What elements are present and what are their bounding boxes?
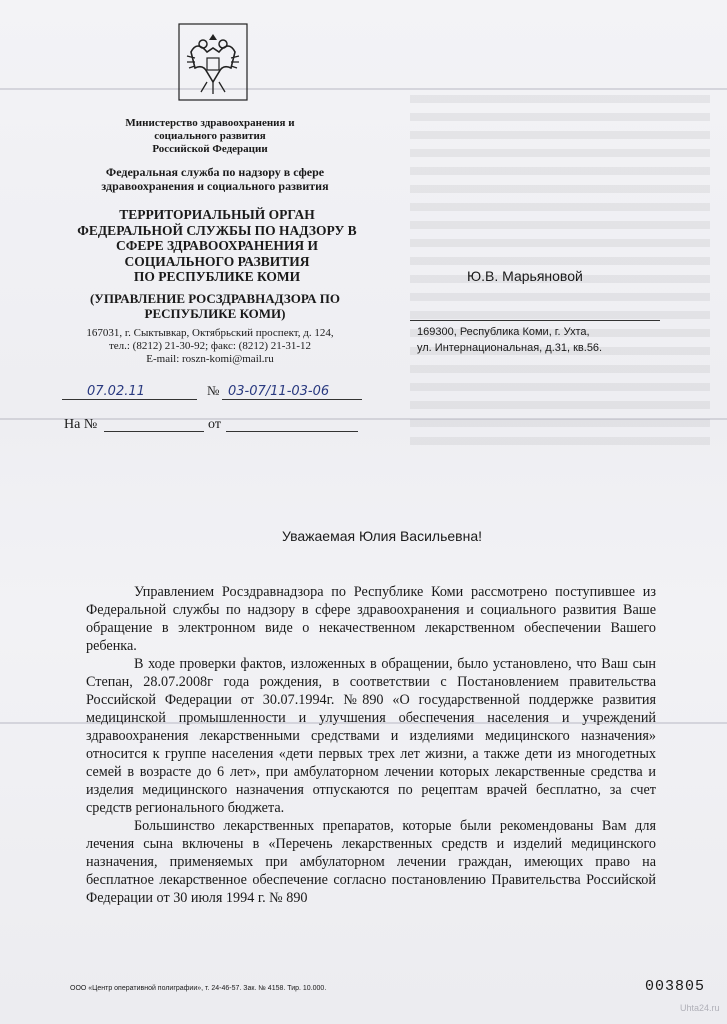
letter-body xyxy=(86,583,656,907)
registration-date: 07.02.11 xyxy=(87,384,145,399)
registration-number-label: № xyxy=(207,383,220,398)
reply-from-underline xyxy=(226,431,358,432)
greeting: Уважаемая Юлия Васильевна! xyxy=(281,528,482,544)
office-name: (УПРАВЛЕНИЕ РОСЗДРАВНАДЗОРА ПО РЕСПУБЛИКЕ КОМИ) xyxy=(89,291,341,321)
reply-number-underline xyxy=(104,431,204,432)
body-paragraph: Управлением Росздравнадзора по Республике Коми рассмотрено поступившее из Федеральной службы по надзору в сфере здравоохранения и социального развития Ваше обращение в электронном виде о некачественном лекарственном обеспечении Вашего ребенка. xyxy=(86,584,656,654)
service-name: Федеральная служба по надзору в сфере здравоохранения и социального развития xyxy=(101,165,329,193)
reply-from-label: от xyxy=(208,417,221,432)
fold-line xyxy=(0,88,727,90)
recipient-underline xyxy=(410,320,660,321)
body-paragraph: Большинство лекарственных препаратов, которые были рекомендованы Вам для лечения сына включены в «Перечень лекарственных средств и изделий медицинского назначения, применяемых при амбулаторном лечении граждан, имеющих право на бесплатное лекарственное обеспечение согласно постановлению Правительства Российской Федерации от 30 июля 1994 г. № 890 xyxy=(86,818,656,906)
ministry-name: Министерство здравоохранения и социального развития Российской Федерации xyxy=(125,117,295,155)
number-underline xyxy=(222,399,362,400)
recipient-name: Ю.В. Марьяновой xyxy=(467,268,583,284)
russian-coat-of-arms-icon xyxy=(177,22,249,102)
body-paragraph: В ходе проверки фактов, изложенных в обращении, было установлено, что Ваш сын Степан, 28.07.2008г года рождения, в соответствии с Постановлением правительства Российской Федерации от 30.07.1994г. №890 «О государственной поддержке развития медицинской промышленности и улучшения обеспечения населения и учреждений здравоохранения лекарственными средствами и изделиями медицинского назначения» относится к группе населения «дети первых трех лет жизни, а также дети из многодетных семей в возрасте до 6 лет», при амбулаторном лечении которых лекарственные средства и изделия медицинского назначения отпускаются по рецептам врачей бесплатно, за счет средств регионального бюджета. xyxy=(86,656,656,816)
serial-number: 003805 xyxy=(645,978,706,995)
sender-address: 167031, г. Сыктывкар, Октябрьский проспект, д. 124, тел.: (8212) 21-30-92; факс: (8212) 21-31-12 E-mail: roszn-komi@mail.ru xyxy=(86,327,334,365)
registration-number: 03-07/11-03-06 xyxy=(228,384,330,399)
reply-number-label: На № xyxy=(64,417,98,432)
watermark: Uhta24.ru xyxy=(680,1003,720,1013)
fold-line xyxy=(0,418,727,420)
date-underline xyxy=(62,399,197,400)
organ-name: ТЕРРИТОРИАЛЬНЫЙ ОРГАН ФЕДЕРАЛЬНОЙ СЛУЖБЫ ПО НАДЗОРУ В СФЕРЕ ЗДРАВООХРАНЕНИЯ И СОЦИАЛЬНОГО РАЗВИТИЯ ПО РЕСПУБЛИКЕ КОМИ xyxy=(77,207,357,284)
printer-info: ООО «Центр оперативной полиграфии», т. 24-46-57. Зак. № 4158. Тир. 10.000. xyxy=(70,985,327,992)
recipient-address: 169300, Республика Коми, г. Ухта, ул. Интернациональная, д.31, кв.56. xyxy=(417,326,603,354)
